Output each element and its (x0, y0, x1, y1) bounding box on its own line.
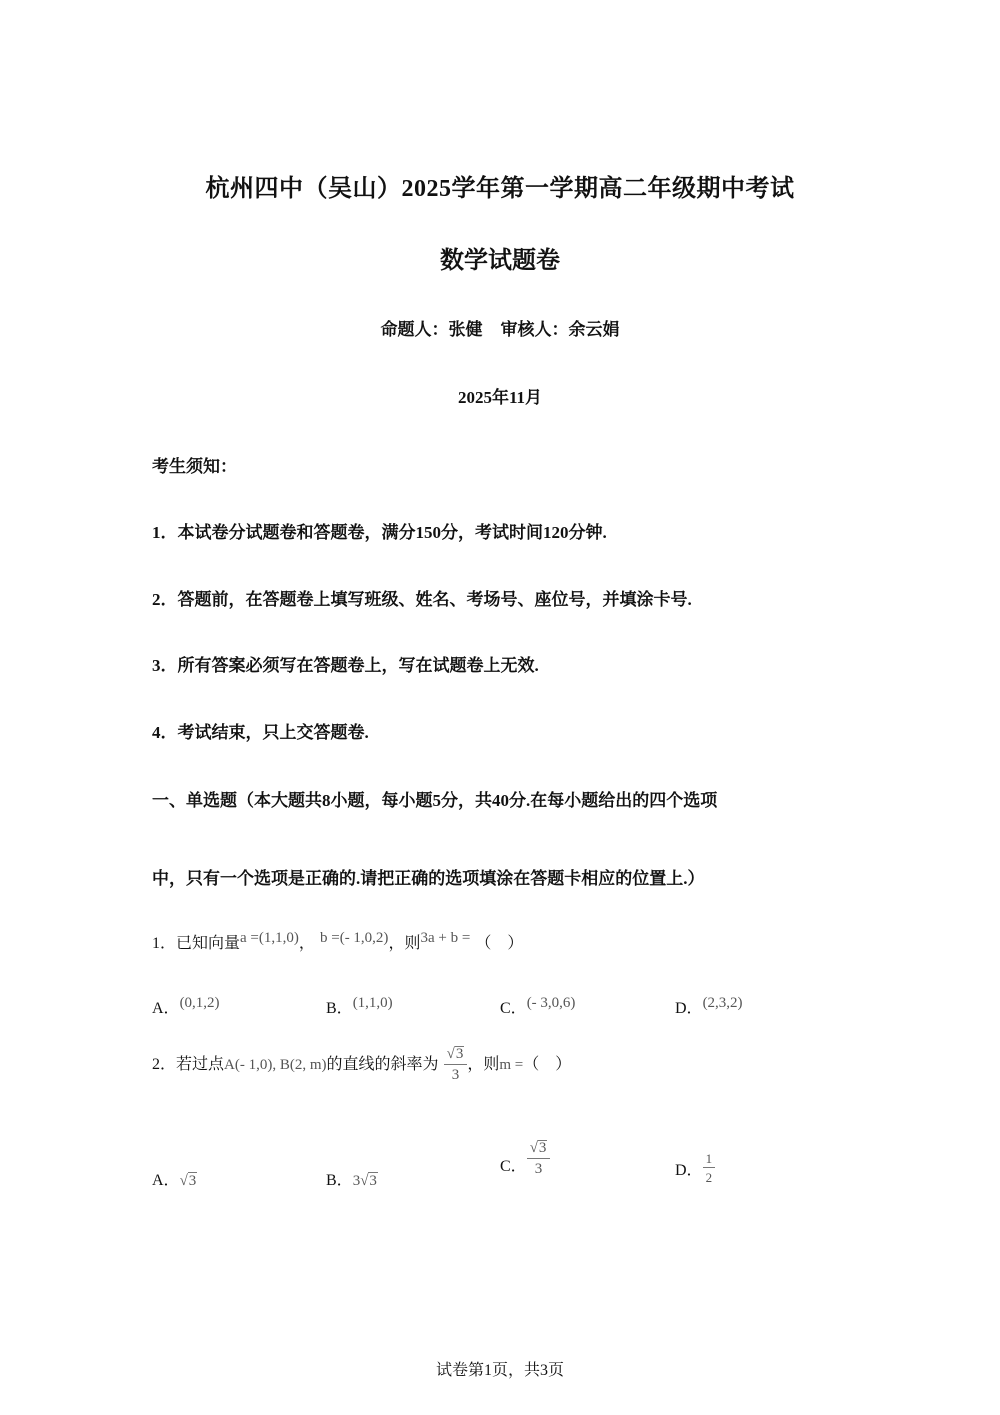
option-letter: C． (500, 1000, 527, 1017)
reviewer-name: 审核人：余云娟 (500, 320, 620, 340)
notice-item-3: 3．所有答案必须写在答题卷上，写在试题卷上无效. (152, 656, 539, 675)
section-heading-line1: 一、单选题（本大题共8小题，每小题5分，共40分.在每小题给出的四个选项 (152, 791, 718, 810)
q2-points: A(- 1,0), B(2, m) (224, 1057, 327, 1073)
option-letter: B． (326, 1000, 353, 1017)
sqrt-symbol: √3 (360, 1173, 377, 1189)
q1-vector-b: b =(- 1,0,2) (319, 930, 389, 946)
q2-slope-numerator: 3 (455, 1046, 464, 1062)
question-1-options (0, 995, 1000, 1035)
option-numerator: 3 (538, 1140, 547, 1156)
q2-prefix: 2．若过点 (152, 1056, 225, 1073)
option-value: (- 3,0,6) (526, 995, 576, 1011)
section-heading-line2: 中，只有一个选项是正确的.请把正确的选项填涂在答题卡相应的位置上.） (152, 869, 705, 888)
option-fraction (703, 1152, 716, 1184)
q1-sep1: ， (298, 933, 315, 952)
option-value: 3 (188, 1173, 197, 1189)
q2-option-d[interactable] (675, 1152, 715, 1184)
q1-option-d[interactable] (675, 995, 743, 1018)
q2-slope-fraction (444, 1046, 468, 1083)
q1-expression: 3a + b = (420, 930, 471, 946)
exam-date: 2025年11月 (457, 388, 543, 407)
exam-title: 杭州四中（吴山）2025学年第一学期高二年级期中考试 (205, 176, 795, 202)
q2-m-expr: m = (499, 1057, 524, 1073)
q1-option-c[interactable] (500, 995, 575, 1018)
option-coef: 3 (352, 1173, 361, 1189)
option-value: (1,1,0) (352, 995, 393, 1011)
option-denominator: 2 (705, 1170, 713, 1185)
q2-option-a[interactable] (152, 1167, 197, 1190)
page-footer: 试卷第1页，共3页 (435, 1362, 564, 1379)
sqrt-symbol: √3 (529, 1140, 547, 1156)
question-2-options (0, 1140, 1000, 1189)
notice-heading: 考生须知： (152, 457, 237, 477)
question-2-stem (152, 1046, 571, 1083)
option-denominator: 3 (534, 1161, 543, 1177)
q1-vector-a: a =(1,1,0) (240, 930, 299, 946)
authors-line (0, 315, 1000, 340)
option-value: (0,1,2) (179, 995, 220, 1011)
q2-suffix: ，则 (467, 1054, 500, 1073)
notice-item-1: 1．本试卷分试题卷和答题卷，满分150分，考试时间120分钟. (152, 523, 607, 542)
q1-option-b[interactable] (326, 995, 393, 1018)
q1-sep2: ，则 (388, 933, 421, 952)
q2-option-b[interactable] (326, 1167, 378, 1190)
q1-prefix: 1．已知向量 (152, 935, 241, 952)
sqrt-symbol: √3 (446, 1046, 464, 1062)
option-letter: D． (675, 1000, 703, 1017)
option-numerator: 1 (703, 1152, 716, 1168)
option-letter: C． (500, 1158, 527, 1175)
question-1-stem (152, 930, 523, 953)
option-letter: D． (675, 1161, 703, 1179)
q2-answer-blank: （ ） (523, 1054, 572, 1073)
exam-subtitle: 数学试题卷 (440, 246, 560, 274)
notice-item-2: 2．答题前，在答题卷上填写班级、姓名、考场号、座位号，并填涂卡号. (152, 590, 692, 609)
q1-answer-blank: （ ） (475, 933, 524, 952)
sqrt-symbol: √3 (179, 1173, 197, 1189)
q2-mid: 的直线的斜率为 (326, 1054, 439, 1073)
option-value: 3 (369, 1173, 377, 1189)
q1-option-a[interactable] (152, 995, 220, 1018)
option-letter: B． (326, 1172, 353, 1189)
option-letter: A． (152, 1000, 180, 1017)
setter-name: 命题人：张健 (380, 320, 483, 340)
option-fraction (527, 1140, 551, 1177)
notice-item-4: 4．考试结束，只上交答题卷. (152, 723, 369, 742)
option-value: (2,3,2) (702, 995, 743, 1011)
q2-option-c[interactable] (500, 1140, 550, 1177)
option-letter: A． (152, 1172, 180, 1189)
q2-slope-denominator: 3 (451, 1067, 460, 1083)
